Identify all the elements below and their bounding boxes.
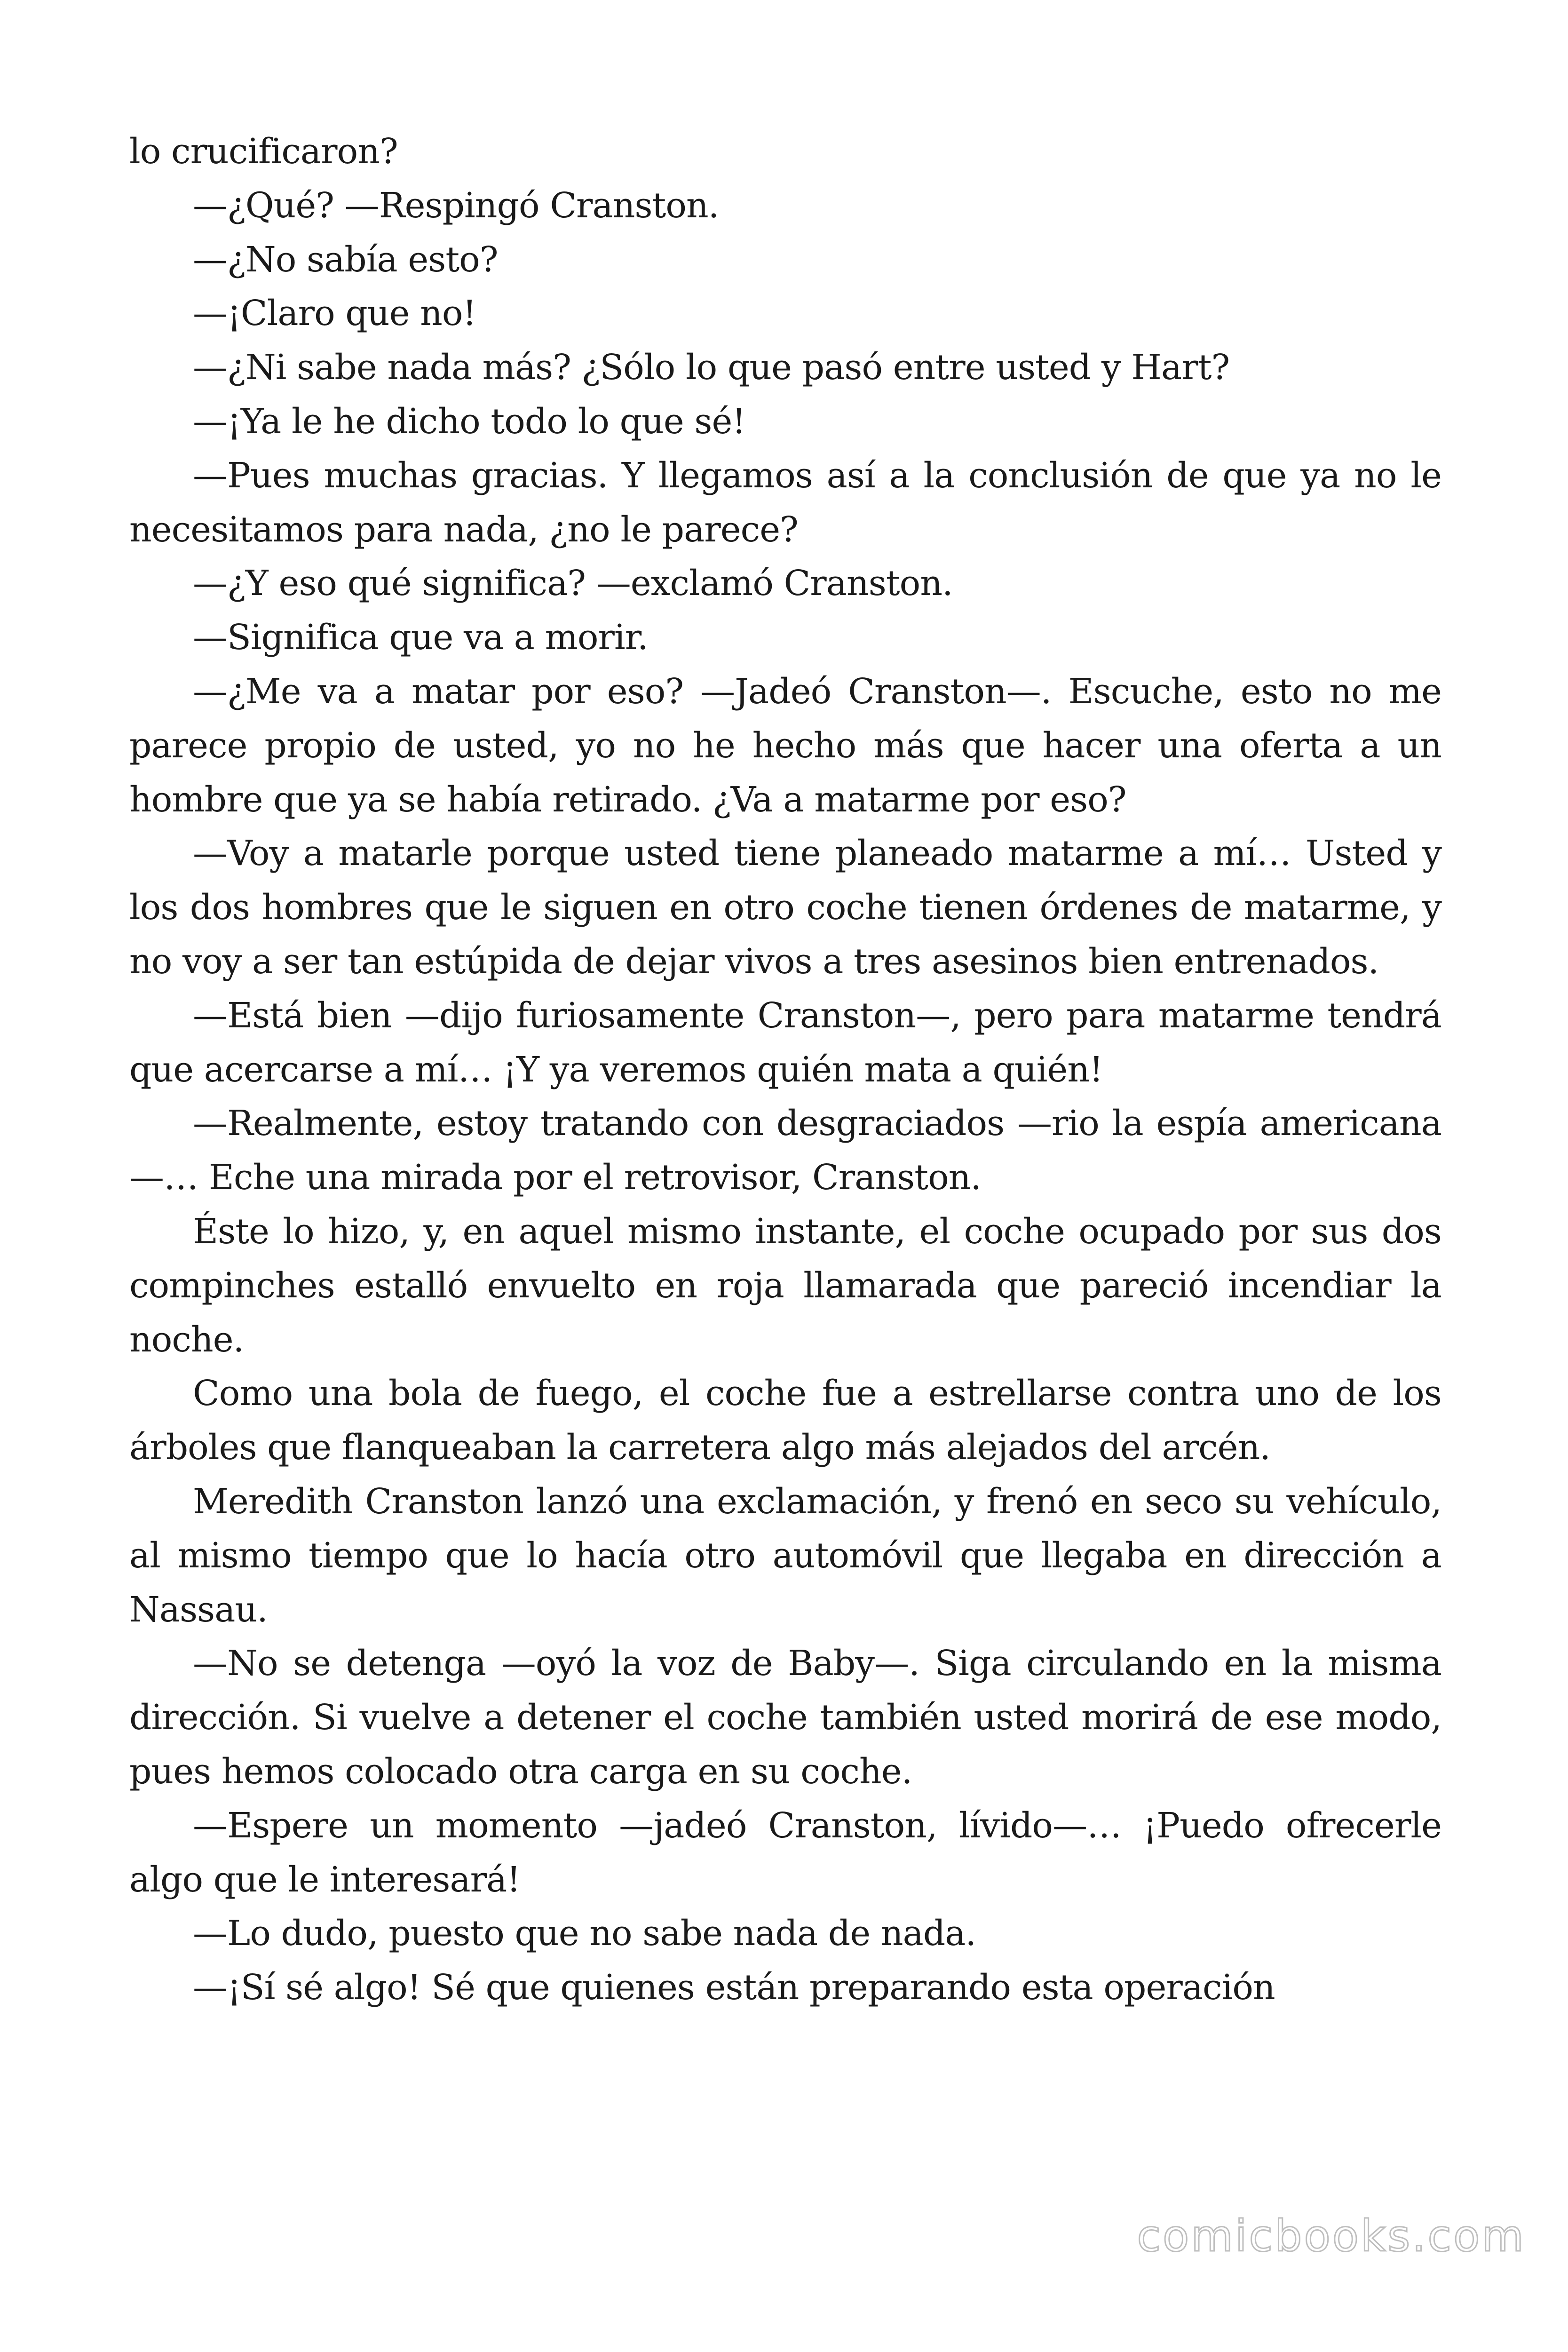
paragraph-4: —¡Claro que no! [193, 293, 476, 334]
paragraph-6: —¡Ya le he dicho todo lo que sé! [193, 401, 746, 442]
paragraph-17: —No se detenga —oyó la voz de Baby—. Siga circulando en la misma dirección. Si vuelve a detener el coche también usted morirá de ese modo, pues hemos colocado otra carga en su coche. [129, 1643, 1441, 1792]
paragraph-20: —¡Sí sé algo! Sé que quienes están preparando esta operación [193, 1967, 1275, 2008]
paragraph-14: Éste lo hizo, y, en aquel mismo instante, el coche ocupado por sus dos compinches estalló envuelto en roja llamarada que pareció incendiar la noche. [129, 1211, 1441, 1360]
paragraph-8: —¿Y eso qué significa? —exclamó Cranston. [193, 563, 953, 604]
paragraph-18: —Espere un momento —jadeó Cranston, lívido—… ¡Puedo ofrecerle algo que le interesará! [129, 1805, 1441, 1900]
site-watermark: comicbooks.com [1137, 2211, 1526, 2261]
paragraph-7: —Pues muchas gracias. Y llegamos así a la conclusión de que ya no le necesitamos para nada, ¿no le parece? [129, 455, 1441, 550]
paragraph-16: Meredith Cranston lanzó una exclamación, y frenó en seco su vehículo, al mismo tiempo que lo hacía otro automóvil que llegaba en dirección a Nassau. [129, 1481, 1441, 1630]
page-body-text [129, 125, 1441, 2015]
paragraph-11: —Voy a matarle porque usted tiene planeado matarme a mí… Usted y los dos hombres que le siguen en otro coche tienen órdenes de matarme, y no voy a ser tan estúpida de dejar vivos a tres asesinos bien entrenados. [129, 833, 1441, 982]
paragraph-13: —Realmente, estoy tratando con desgraciados —rio la espía americana—… Eche una mirada por el retrovisor, Cranston. [129, 1103, 1441, 1198]
paragraph-1: lo crucificaron? [129, 131, 398, 172]
paragraph-15: Como una bola de fuego, el coche fue a estrellarse contra uno de los árboles que flanqueaban la carretera algo más alejados del arcén. [129, 1373, 1441, 1468]
paragraph-5: —¿Ni sabe nada más? ¿Sólo lo que pasó entre usted y Hart? [193, 347, 1230, 388]
paragraph-2: —¿Qué? —Respingó Cranston. [193, 185, 719, 226]
paragraph-12: —Está bien —dijo furiosamente Cranston—, pero para matarme tendrá que acercarse a mí… ¡Y ya veremos quién mata a quién! [129, 995, 1441, 1090]
paragraph-9: —Significa que va a morir. [193, 617, 648, 658]
paragraph-10: —¿Me va a matar por eso? —Jadeó Cranston—. Escuche, esto no me parece propio de usted, yo no he hecho más que hacer una oferta a un hombre que ya se había retirado. ¿Va a matarme por eso? [129, 671, 1441, 820]
paragraph-19: —Lo dudo, puesto que no sabe nada de nada. [193, 1913, 976, 1954]
paragraph-3: —¿No sabía esto? [193, 239, 498, 280]
